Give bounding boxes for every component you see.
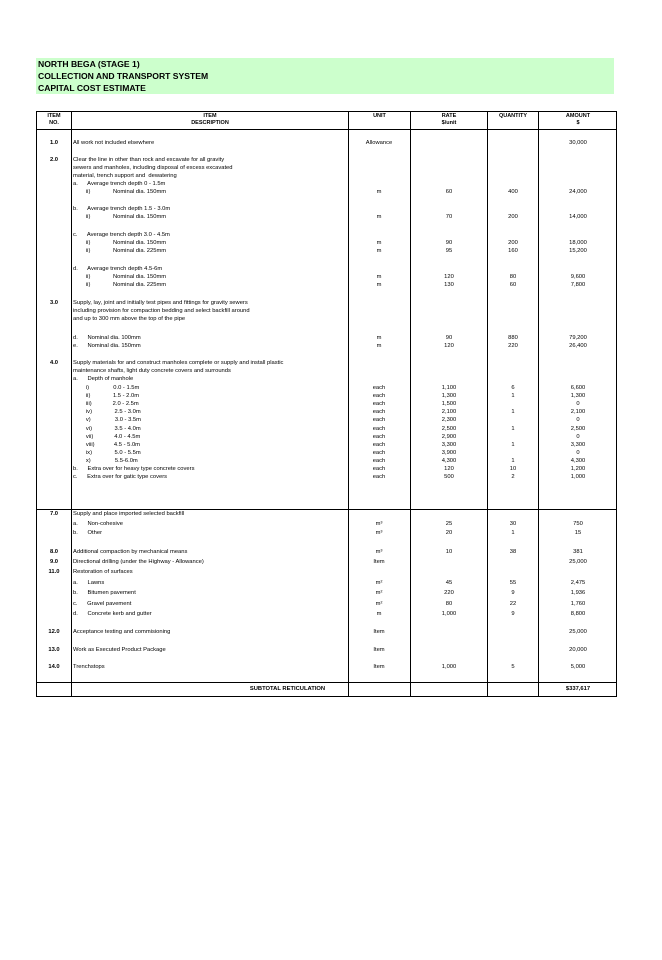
item-number: 13.0 [48,647,60,653]
unit-cell: m [376,248,382,254]
rate-cell: 1,000 [441,611,457,617]
unit-cell: Item [373,647,385,653]
unit-cell: each [372,426,386,432]
quantity-cell: 5 [511,664,515,670]
header-amount-line1: AMOUNT [565,113,591,119]
amount-cell: 25,000 [569,559,587,565]
rate-cell: 90 [445,240,453,246]
amount-cell: 381 [573,549,583,555]
table-row [37,473,616,481]
header-rate-line1: RATE [441,113,457,119]
item-description: Work as Executed Product Package [73,647,166,653]
amount-cell: 5,000 [570,664,586,670]
rate-cell: 60 [445,189,453,195]
amount-cell: 26,400 [569,343,587,349]
amount-cell: 15,200 [569,248,587,254]
table-row [37,400,616,408]
item-description: including provision for compaction bedding and select backfill around [73,308,250,314]
item-description: a. Non-cohesive [73,521,123,527]
table-row [37,416,616,424]
table-row [37,433,616,441]
unit-cell: m [376,214,382,220]
item-description: i) 0.0 - 1.5m [73,385,140,391]
table-row [37,180,616,188]
unit-cell: m [376,240,382,246]
subtotal-amount: $337,617 [565,686,591,692]
item-description: ii) 1.5 - 2.0m [73,393,140,399]
table-row [37,172,616,180]
item-description: ii) Nominal dia. 225mm [73,248,167,254]
header-rate-line2: $/unit [441,120,457,126]
item-number: 8.0 [49,549,59,555]
table-row [37,188,616,196]
quantity-cell: 10 [509,466,517,472]
item-description: d. Average trench depth 4.5-6m [73,266,163,272]
table-row [37,164,616,172]
subtotal-label: SUBTOTAL RETICULATION [249,686,326,692]
item-description: iii) 2.0 - 2.5m [73,401,139,407]
table-row [37,156,616,164]
table-row [37,315,616,323]
table-row [37,334,616,342]
header-description-line2: DESCRIPTION [191,120,229,126]
unit-cell: each [372,401,386,407]
subtotal-divider [37,682,616,683]
item-description: vii) 4.0 - 4.5m [73,434,141,440]
table-row [37,465,616,473]
item-description: ii) Nominal dia. 150mm [73,214,167,220]
quantity-cell: 9 [511,611,515,617]
quantity-cell: 55 [509,580,517,586]
unit-cell: each [372,442,386,448]
unit-cell: m² [375,601,383,607]
unit-cell: Item [373,664,385,670]
item-description: sewers and manholes, including disposal of excess excavated [73,165,233,171]
rate-cell: 20 [445,530,453,536]
amount-cell: 0 [576,417,580,423]
item-description: Supply materials for and construct manholes complete or supply and install plastic [73,360,284,366]
unit-cell: each [372,417,386,423]
table-row [37,281,616,289]
header-item-no-line1: ITEM [47,113,61,119]
item-description: d. Nominal dia. 100mm [73,335,141,341]
quantity-cell: 880 [508,335,518,341]
unit-cell: m [376,611,382,617]
unit-cell: m³ [375,521,383,527]
header-quantity-line1: QUANTITY [498,113,528,119]
amount-cell: 7,800 [570,282,586,288]
amount-cell: 750 [573,521,583,527]
amount-cell: 1,936 [570,590,586,596]
item-description: Trenchstops [73,664,105,670]
unit-cell: m² [375,580,383,586]
header-quantity [488,113,538,120]
quantity-cell: 1 [511,530,515,536]
amount-cell: 1,760 [570,601,586,607]
amount-cell: 9,600 [570,274,586,280]
table-row [37,510,616,518]
item-description: Additional compaction by mechanical means [73,549,188,555]
item-number: 1.0 [49,140,59,146]
unit-cell: m [376,282,382,288]
table-row [37,589,616,597]
item-description: b. Other [73,530,102,536]
rate-cell: 1,300 [441,393,457,399]
quantity-cell: 160 [508,248,518,254]
rate-cell: 220 [444,590,454,596]
table-row [37,408,616,416]
quantity-cell: 2 [511,474,515,480]
amount-cell: 30,000 [569,140,587,146]
item-number: 2.0 [49,157,59,163]
item-number: 14.0 [48,664,60,670]
item-description: a. Depth of manhole [73,376,134,382]
table-row [37,558,616,566]
amount-cell: 2,500 [570,426,586,432]
unit-cell: m [376,335,382,341]
quantity-cell: 38 [509,549,517,555]
item-description: b. Bitumen pavement [73,590,136,596]
table-row [37,568,616,576]
rate-cell: 90 [445,335,453,341]
amount-cell: 0 [576,450,580,456]
quantity-cell: 200 [508,240,518,246]
unit-cell: each [372,450,386,456]
header-unit [349,113,410,120]
header-rate [411,113,487,127]
unit-cell: each [372,385,386,391]
rate-cell: 2,100 [441,409,457,415]
unit-cell: m [376,189,382,195]
header-description-line1: ITEM [203,113,217,119]
header-divider [37,129,616,130]
amount-cell: 15 [574,530,582,536]
amount-cell: 4,300 [570,458,586,464]
table-row [37,457,616,465]
item-description: iv) 2.5 - 3.0m [73,409,141,415]
table-row [37,628,616,636]
header-item-no-line2: NO. [49,120,59,126]
rate-cell: 3,300 [441,442,457,448]
rate-cell: 10 [445,549,453,555]
item-number: 9.0 [49,559,59,565]
item-number: 3.0 [49,300,59,306]
table-row [37,307,616,315]
table-row [37,273,616,281]
table-row [37,213,616,221]
rate-cell: 95 [445,248,453,254]
amount-cell: 1,300 [570,393,586,399]
quantity-cell: 1 [511,458,515,464]
unit-cell: each [372,409,386,415]
rate-cell: 2,500 [441,426,457,432]
table-row [37,384,616,392]
rate-cell: 1,000 [441,664,457,670]
unit-cell: each [372,466,386,472]
quantity-cell: 1 [511,426,515,432]
item-description: Restoration of surfaces [73,569,133,575]
rate-cell: 45 [445,580,453,586]
quantity-cell: 80 [509,274,517,280]
rate-cell: 1,500 [441,401,457,407]
unit-cell: each [372,393,386,399]
table-row [37,265,616,273]
rate-cell: 80 [445,601,453,607]
unit-cell: Allowance [365,140,393,146]
quantity-cell: 9 [511,590,515,596]
title-line-1: NORTH BEGA (STAGE 1) [38,59,140,69]
rate-cell: 2,900 [441,434,457,440]
rate-cell: 2,300 [441,417,457,423]
table-row [37,663,616,671]
rate-cell: 4,300 [441,458,457,464]
rate-cell: 1,100 [441,385,457,391]
rate-cell: 120 [444,343,454,349]
cost-estimate-table [36,111,617,697]
header-description [72,113,348,127]
rate-cell: 25 [445,521,453,527]
item-description: c. Gravel pavement [73,601,132,607]
amount-cell: 14,000 [569,214,587,220]
item-description: vi) 3.5 - 4.0m [73,426,141,432]
table-row [37,139,616,147]
quantity-cell: 1 [511,409,515,415]
amount-cell: 25,000 [569,629,587,635]
unit-cell: each [372,474,386,480]
quantity-cell: 200 [508,214,518,220]
amount-cell: 2,100 [570,409,586,415]
rate-cell: 70 [445,214,453,220]
amount-cell: 1,000 [570,474,586,480]
quantity-cell: 60 [509,282,517,288]
rate-cell: 120 [444,466,454,472]
table-row [37,449,616,457]
amount-cell: 0 [576,434,580,440]
amount-cell: 6,600 [570,385,586,391]
quantity-cell: 6 [511,385,515,391]
header-unit-line1: UNIT [373,113,386,119]
item-description: ix) 5.0 - 5.5m [73,450,141,456]
quantity-cell: 30 [509,521,517,527]
item-description: v) 3.0 - 3.5m [73,417,141,423]
unit-cell: m² [375,590,383,596]
item-description: b. Extra over for heavy type concrete covers [73,466,195,472]
amount-cell: 2,475 [570,580,586,586]
item-description: a. Average trench depth 0 - 1.5m [73,181,166,187]
unit-cell: each [372,458,386,464]
item-description: Supply and place imported selected backfill [73,511,185,517]
table-row [37,392,616,400]
item-number: 4.0 [49,360,59,366]
item-description: viii) 4.5 - 5.0m [73,442,141,448]
amount-cell: 1,200 [570,466,586,472]
table-row [37,441,616,449]
amount-cell: 3,300 [570,442,586,448]
item-description: b. Average trench depth 1.5 - 3.0m [73,206,171,212]
item-description: Acceptance testing and commisioning [73,629,171,635]
unit-cell: Item [373,559,385,565]
item-description: ii) Nominal dia. 150mm [73,274,167,280]
item-description: maintenance shafts, light duty concrete covers and surrounds [73,368,231,374]
item-description: a. Lawns [73,580,105,586]
quantity-cell: 1 [511,442,515,448]
table-row [37,425,616,433]
unit-cell: m [376,274,382,280]
table-row [37,247,616,255]
item-description: x) 5.5-6.0m [73,458,138,464]
table-row [37,600,616,608]
item-description: Clear the line in other than rock and excavate for all gravity [73,157,225,163]
table-row [37,231,616,239]
amount-cell: 20,000 [569,647,587,653]
rate-cell: 130 [444,282,454,288]
item-description: material, trench support and dewatering [73,173,177,179]
table-row [37,375,616,383]
item-description: Directional drilling (under the Highway - Allowance) [73,559,204,565]
table-row [37,646,616,654]
item-description: and up to 300 mm above the top of the pipe [73,316,186,322]
rate-cell: 120 [444,274,454,280]
rate-cell: 3,900 [441,450,457,456]
unit-cell: Item [373,629,385,635]
item-number: 12.0 [48,629,60,635]
item-description: ii) Nominal dia. 150mm [73,240,167,246]
amount-cell: 24,000 [569,189,587,195]
unit-cell: m³ [375,549,383,555]
title-line-2: COLLECTION AND TRANSPORT SYSTEM [38,71,209,81]
quantity-cell: 220 [508,343,518,349]
item-description: All work not included elsewhere [73,140,155,146]
table-row [37,520,616,528]
item-number: 11.0 [48,569,60,575]
table-row [37,529,616,537]
amount-cell: 18,000 [569,240,587,246]
rate-cell: 500 [444,474,454,480]
table-row [37,239,616,247]
header-amount-line2: $ [576,120,580,126]
amount-cell: 8,800 [570,611,586,617]
unit-cell: m³ [375,530,383,536]
quantity-cell: 1 [511,393,515,399]
unit-cell: m [376,343,382,349]
header-amount [539,113,617,127]
item-description: ii) Nominal dia. 225mm [73,282,167,288]
title-line-3: CAPITAL COST ESTIMATE [38,83,146,93]
table-row [37,299,616,307]
item-description: d. Concrete kerb and gutter [73,611,152,617]
table-row [37,342,616,350]
header-item-no [37,113,71,127]
table-row [37,610,616,618]
table-row [37,205,616,213]
item-description: Supply, lay, joint and initially test pipes and fittings for gravity sewers [73,300,248,306]
table-row [37,579,616,587]
item-description: c. Average trench depth 3.0 - 4.5m [73,232,170,238]
table-row [37,367,616,375]
amount-cell: 79,200 [569,335,587,341]
document-title-block [36,58,614,94]
item-description: ii) Nominal dia. 150mm [73,189,167,195]
quantity-cell: 400 [508,189,518,195]
table-row [37,359,616,367]
amount-cell: 0 [576,401,580,407]
item-number: 7.0 [49,511,59,517]
unit-cell: each [372,434,386,440]
quantity-cell: 22 [509,601,517,607]
item-description: e. Nominal dia. 150mm [73,343,141,349]
item-description: c. Extra over for gatic type covers [73,474,168,480]
table-row [37,548,616,556]
